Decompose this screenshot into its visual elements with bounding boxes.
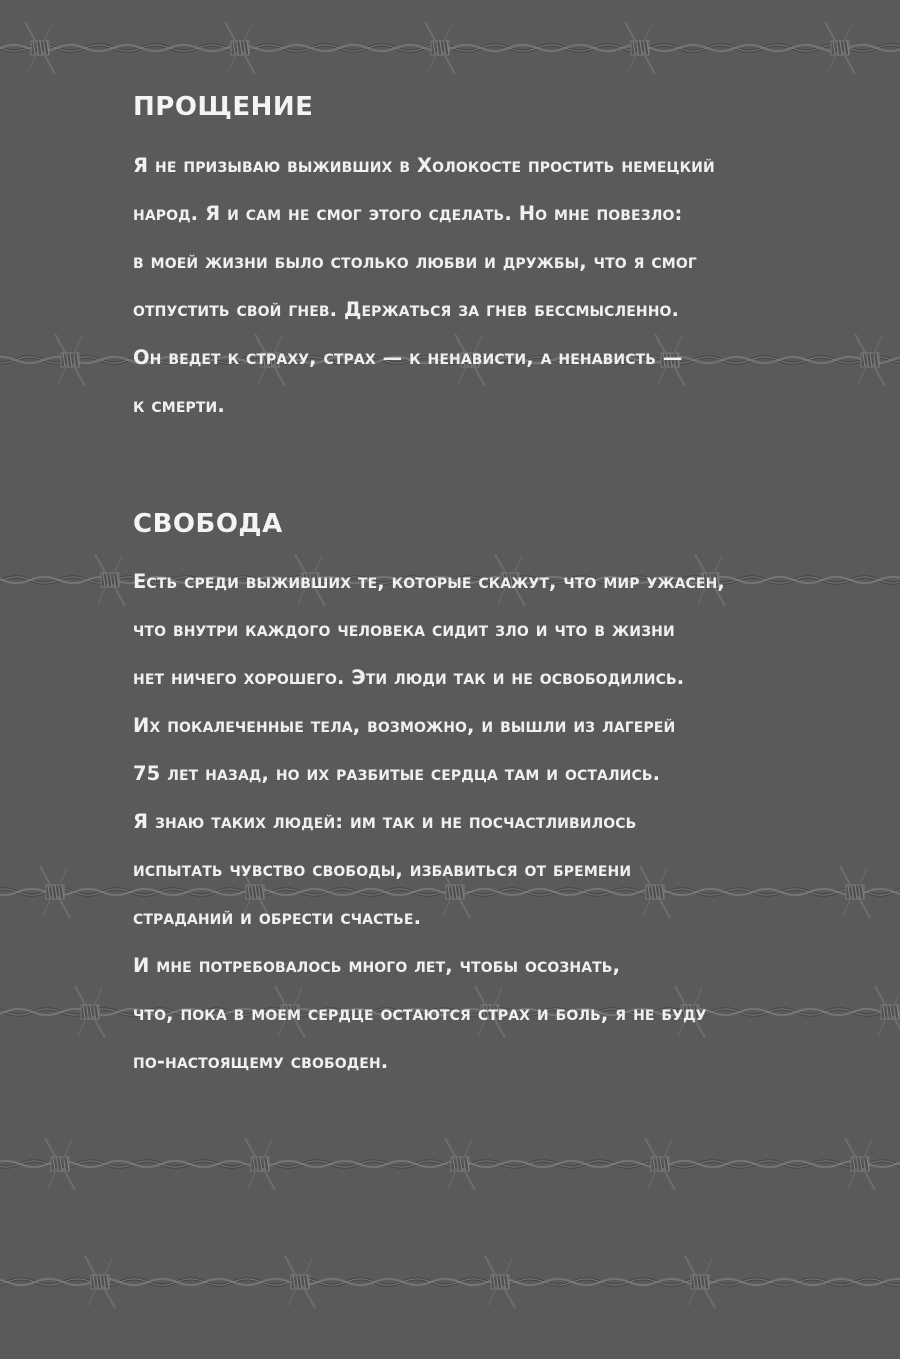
paragraph-line: отпустить свой гнев. Держаться за гнев бессмысленно. — [133, 298, 680, 321]
section-title-forgiveness: ПРОЩЕНИЕ — [133, 92, 314, 122]
paragraph-line: нет ничего хорошего. Эти люди так и не освободились. — [133, 666, 685, 689]
paragraph-line: Я знаю таких людей: им так и не посчастливилось — [133, 810, 637, 833]
paragraph-line: страданий и обрести счастье. — [133, 906, 422, 929]
paragraph-line: по-настоящему свободен. — [133, 1050, 389, 1073]
paragraph-line: Их покалеченные тела, возможно, и вышли из лагерей — [133, 714, 676, 737]
paragraph-line: Есть среди выживших те, которые скажут, что мир ужасен, — [133, 570, 725, 593]
paragraph-line: Он ведет к страху, страх — к ненависти, а ненависть — — [133, 346, 683, 369]
paragraph-line: Я не призываю выживших в Холокосте простить немецкий — [133, 154, 715, 177]
paragraph-line: И мне потребовалось много лет, чтобы осознать, — [133, 954, 621, 977]
barb — [55, 334, 85, 386]
paragraph-line: 75 лет назад, но их разбитые сердца там и остались. — [133, 762, 661, 785]
paragraph-line: испытать чувство свободы, избавиться от бремени — [133, 858, 632, 881]
paragraph-line: в моей жизни было столько любви и дружбы, что я смог — [133, 250, 697, 273]
paragraph-line: что внутри каждого человека сидит зло и что в жизни — [133, 618, 675, 641]
paragraph-line: народ. Я и сам не смог этого сделать. Но мне повезло: — [133, 202, 683, 225]
barbed-wire-strand — [0, 1256, 900, 1308]
section-title-freedom: СВОБОДА — [133, 509, 283, 539]
paragraph-line: к смерти. — [133, 394, 225, 417]
paragraph-line: что, пока в моем сердце остаются страх и боль, я не буду — [133, 1002, 707, 1025]
barbed-wire-strand — [0, 1138, 900, 1190]
barb — [75, 986, 105, 1038]
barbed-wire-strand — [0, 22, 900, 74]
